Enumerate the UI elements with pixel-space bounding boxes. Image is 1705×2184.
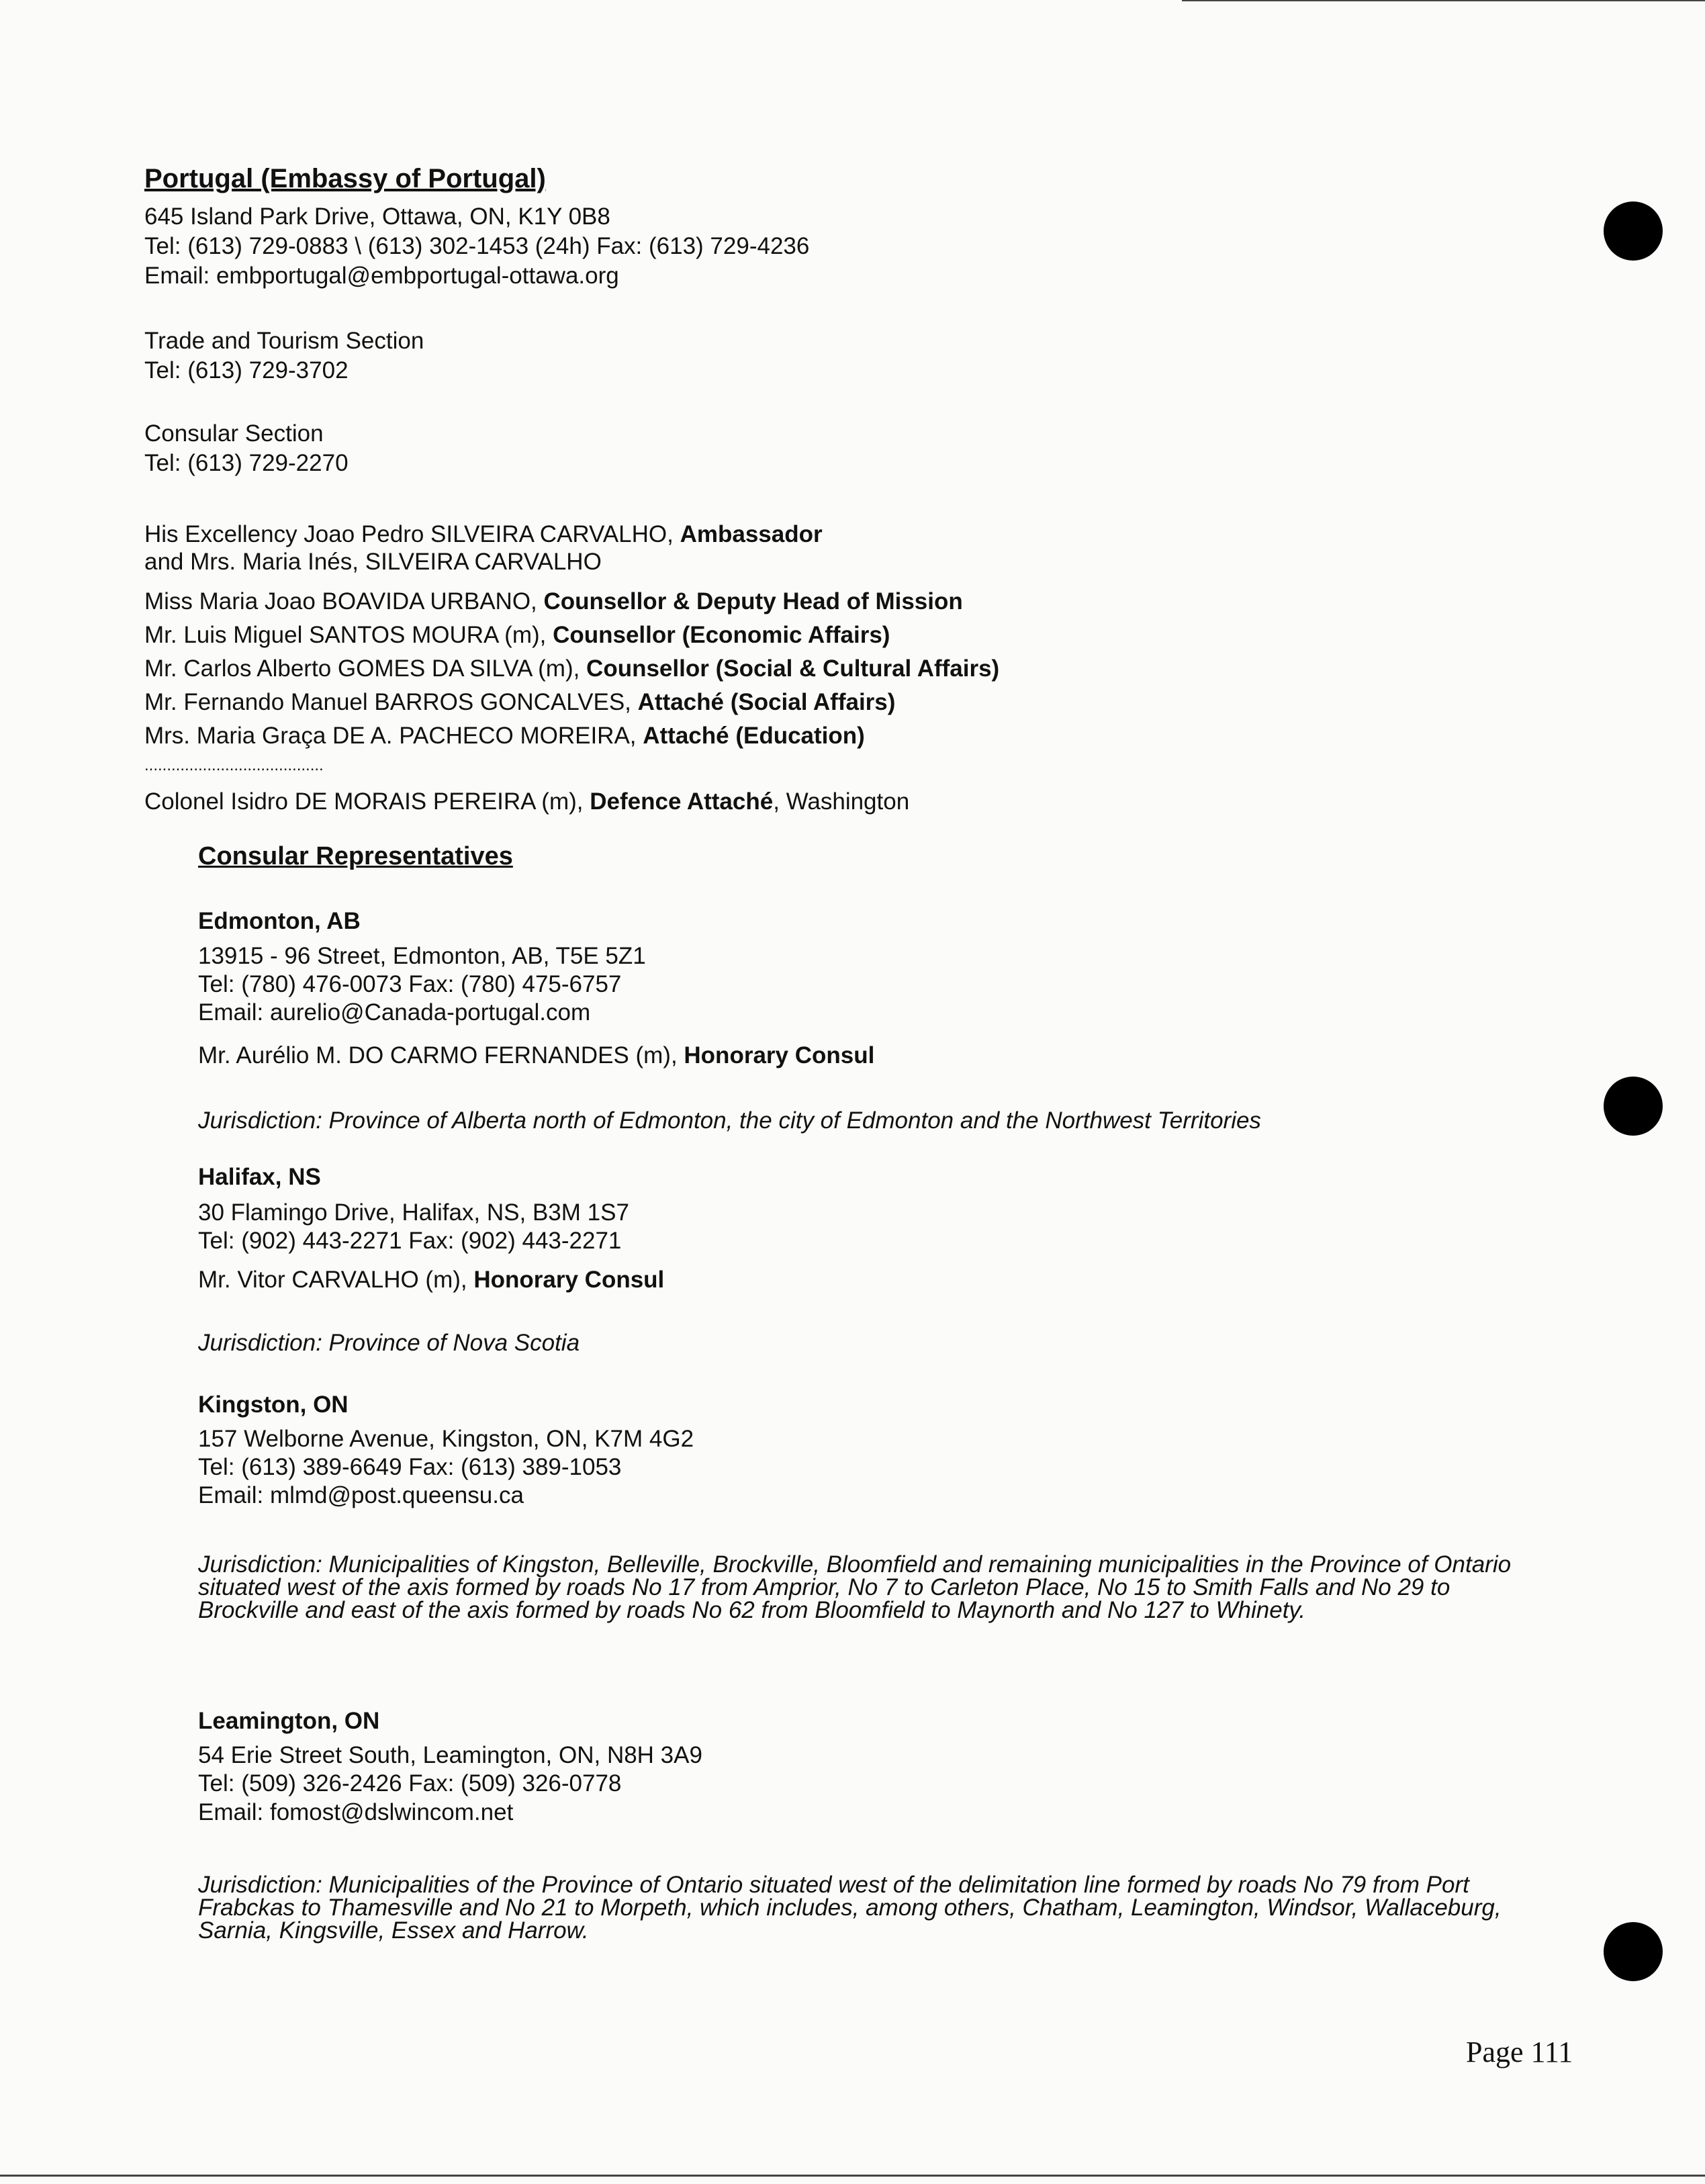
consulate-jurisdiction: Jurisdiction: Province of Alberta north of Edmonton, the city of Edmonton and the Northwest Territories bbox=[198, 1107, 1261, 1134]
consulate-jurisdiction: Jurisdiction: Municipalities of the Province of Ontario situated west of the delimitation line formed by roads No 79 from Port Frabckas to Thamesville and No 21 to Morpeth, which includes, among others, Chatham, Leamington, Windsor, Wallaceburg, Sarnia, Kingsville, Essex and Harrow. bbox=[198, 1872, 1502, 1944]
consul-title: Honorary Consul bbox=[473, 1267, 665, 1293]
staff-name: and Mrs. Maria Inés, SILVEIRA CARVALHO bbox=[144, 549, 602, 575]
consul-row bbox=[198, 1265, 664, 1294]
staff-title: Attaché (Social Affairs) bbox=[637, 689, 896, 715]
consulate-address: 30 Flamingo Drive, Halifax, NS, B3M 1S7 bbox=[198, 1199, 629, 1226]
trade-section-tel: Tel: (613) 729-3702 bbox=[144, 357, 349, 383]
bottom-rule bbox=[0, 2175, 1705, 2177]
staff-row bbox=[144, 520, 823, 549]
consulate-email: Email: mlmd@post.queensu.ca bbox=[198, 1482, 524, 1508]
consul-row bbox=[198, 1041, 874, 1070]
defence-suffix: , Washington bbox=[773, 788, 910, 815]
embassy-address: 645 Island Park Drive, Ottawa, ON, K1Y 0B8 bbox=[144, 203, 610, 230]
staff-title: Attaché (Education) bbox=[643, 723, 865, 749]
staff-title: Counsellor (Social & Cultural Affairs) bbox=[586, 655, 1000, 682]
consulate-address: 54 Erie Street South, Leamington, ON, N8H 3A9 bbox=[198, 1742, 702, 1768]
staff-row bbox=[144, 587, 963, 616]
staff-title: Counsellor (Economic Affairs) bbox=[553, 622, 890, 648]
trade-section-name: Trade and Tourism Section bbox=[144, 328, 424, 354]
defence-row bbox=[144, 787, 909, 816]
consular-section-tel: Tel: (613) 729-2270 bbox=[144, 450, 349, 476]
consul-name: Mr. Aurélio M. DO CARMO FERNANDES (m), bbox=[198, 1042, 684, 1068]
consulate-email: Email: fomost@dslwincom.net bbox=[198, 1799, 514, 1825]
staff-row bbox=[144, 721, 865, 750]
staff-row bbox=[144, 547, 602, 576]
staff-row bbox=[144, 654, 999, 683]
staff-title: Ambassador bbox=[680, 521, 823, 547]
consulate-address: 13915 - 96 Street, Edmonton, AB, T5E 5Z1 bbox=[198, 943, 646, 969]
top-rule bbox=[1182, 0, 1705, 1]
consulate-jurisdiction: Jurisdiction: Province of Nova Scotia bbox=[198, 1330, 580, 1356]
consulate-city: Halifax, NS bbox=[198, 1164, 321, 1190]
dotted-separator: ........................................ bbox=[144, 756, 324, 774]
consul-name: Mr. Vitor CARVALHO (m), bbox=[198, 1267, 474, 1293]
punch-hole-middle bbox=[1604, 1077, 1663, 1136]
embassy-email: Email: embportugal@embportugal-ottawa.org bbox=[144, 263, 619, 289]
embassy-phone: Tel: (613) 729-0883 \ (613) 302-1453 (24h) Fax: (613) 729-4236 bbox=[144, 233, 810, 259]
consulate-address: 157 Welborne Avenue, Kingston, ON, K7M 4G2 bbox=[198, 1426, 694, 1452]
defence-title: Defence Attaché bbox=[590, 788, 774, 815]
staff-name: Mr. Luis Miguel SANTOS MOURA (m), bbox=[144, 622, 553, 648]
consular-heading: Consular Representatives bbox=[198, 842, 513, 870]
staff-name: Mr. Fernando Manuel BARROS GONCALVES, bbox=[144, 689, 638, 715]
consular-section-name: Consular Section bbox=[144, 420, 324, 447]
consulate-tel: Tel: (509) 326-2426 Fax: (509) 326-0778 bbox=[198, 1770, 622, 1796]
consulate-tel: Tel: (613) 389-6649 Fax: (613) 389-1053 bbox=[198, 1454, 622, 1480]
defence-name: Colonel Isidro DE MORAIS PEREIRA (m), bbox=[144, 788, 590, 815]
staff-name: Mr. Carlos Alberto GOMES DA SILVA (m), bbox=[144, 655, 587, 682]
page-number: Page 111 bbox=[1466, 2036, 1573, 2068]
consul-title: Honorary Consul bbox=[684, 1042, 875, 1068]
staff-title: Counsellor & Deputy Head of Mission bbox=[543, 588, 963, 615]
staff-name: Miss Maria Joao BOAVIDA URBANO, bbox=[144, 588, 544, 615]
consulate-city: Leamington, ON bbox=[198, 1708, 380, 1734]
punch-hole-bottom bbox=[1604, 1922, 1663, 1981]
staff-name: Mrs. Maria Graça DE A. PACHECO MOREIRA, bbox=[144, 723, 643, 749]
embassy-title: Portugal (Embassy of Portugal) bbox=[144, 164, 546, 193]
consulate-tel: Tel: (902) 443-2271 Fax: (902) 443-2271 bbox=[198, 1228, 622, 1254]
consulate-tel: Tel: (780) 476-0073 Fax: (780) 475-6757 bbox=[198, 971, 622, 997]
staff-row bbox=[144, 688, 895, 717]
consulate-email: Email: aurelio@Canada-portugal.com bbox=[198, 999, 591, 1026]
staff-name: His Excellency Joao Pedro SILVEIRA CARVALHO, bbox=[144, 521, 680, 547]
consulate-jurisdiction: Jurisdiction: Municipalities of Kingston, Belleville, Brockville, Bloomfield and remaining municipalities in the Province of Ontario situated west of the axis formed by roads No 17 from Amprior, No 7 to Carleton Place, No 15 to Smith Falls and No 29 to Brockville and east of the axis formed by roads No 62 from Bloomfield to Maynorth and No 127 to Whinety. bbox=[198, 1551, 1512, 1623]
consulate-city: Edmonton, AB bbox=[198, 908, 361, 934]
punch-hole-top bbox=[1604, 201, 1663, 261]
consulate-city: Kingston, ON bbox=[198, 1392, 349, 1418]
staff-row bbox=[144, 621, 890, 649]
